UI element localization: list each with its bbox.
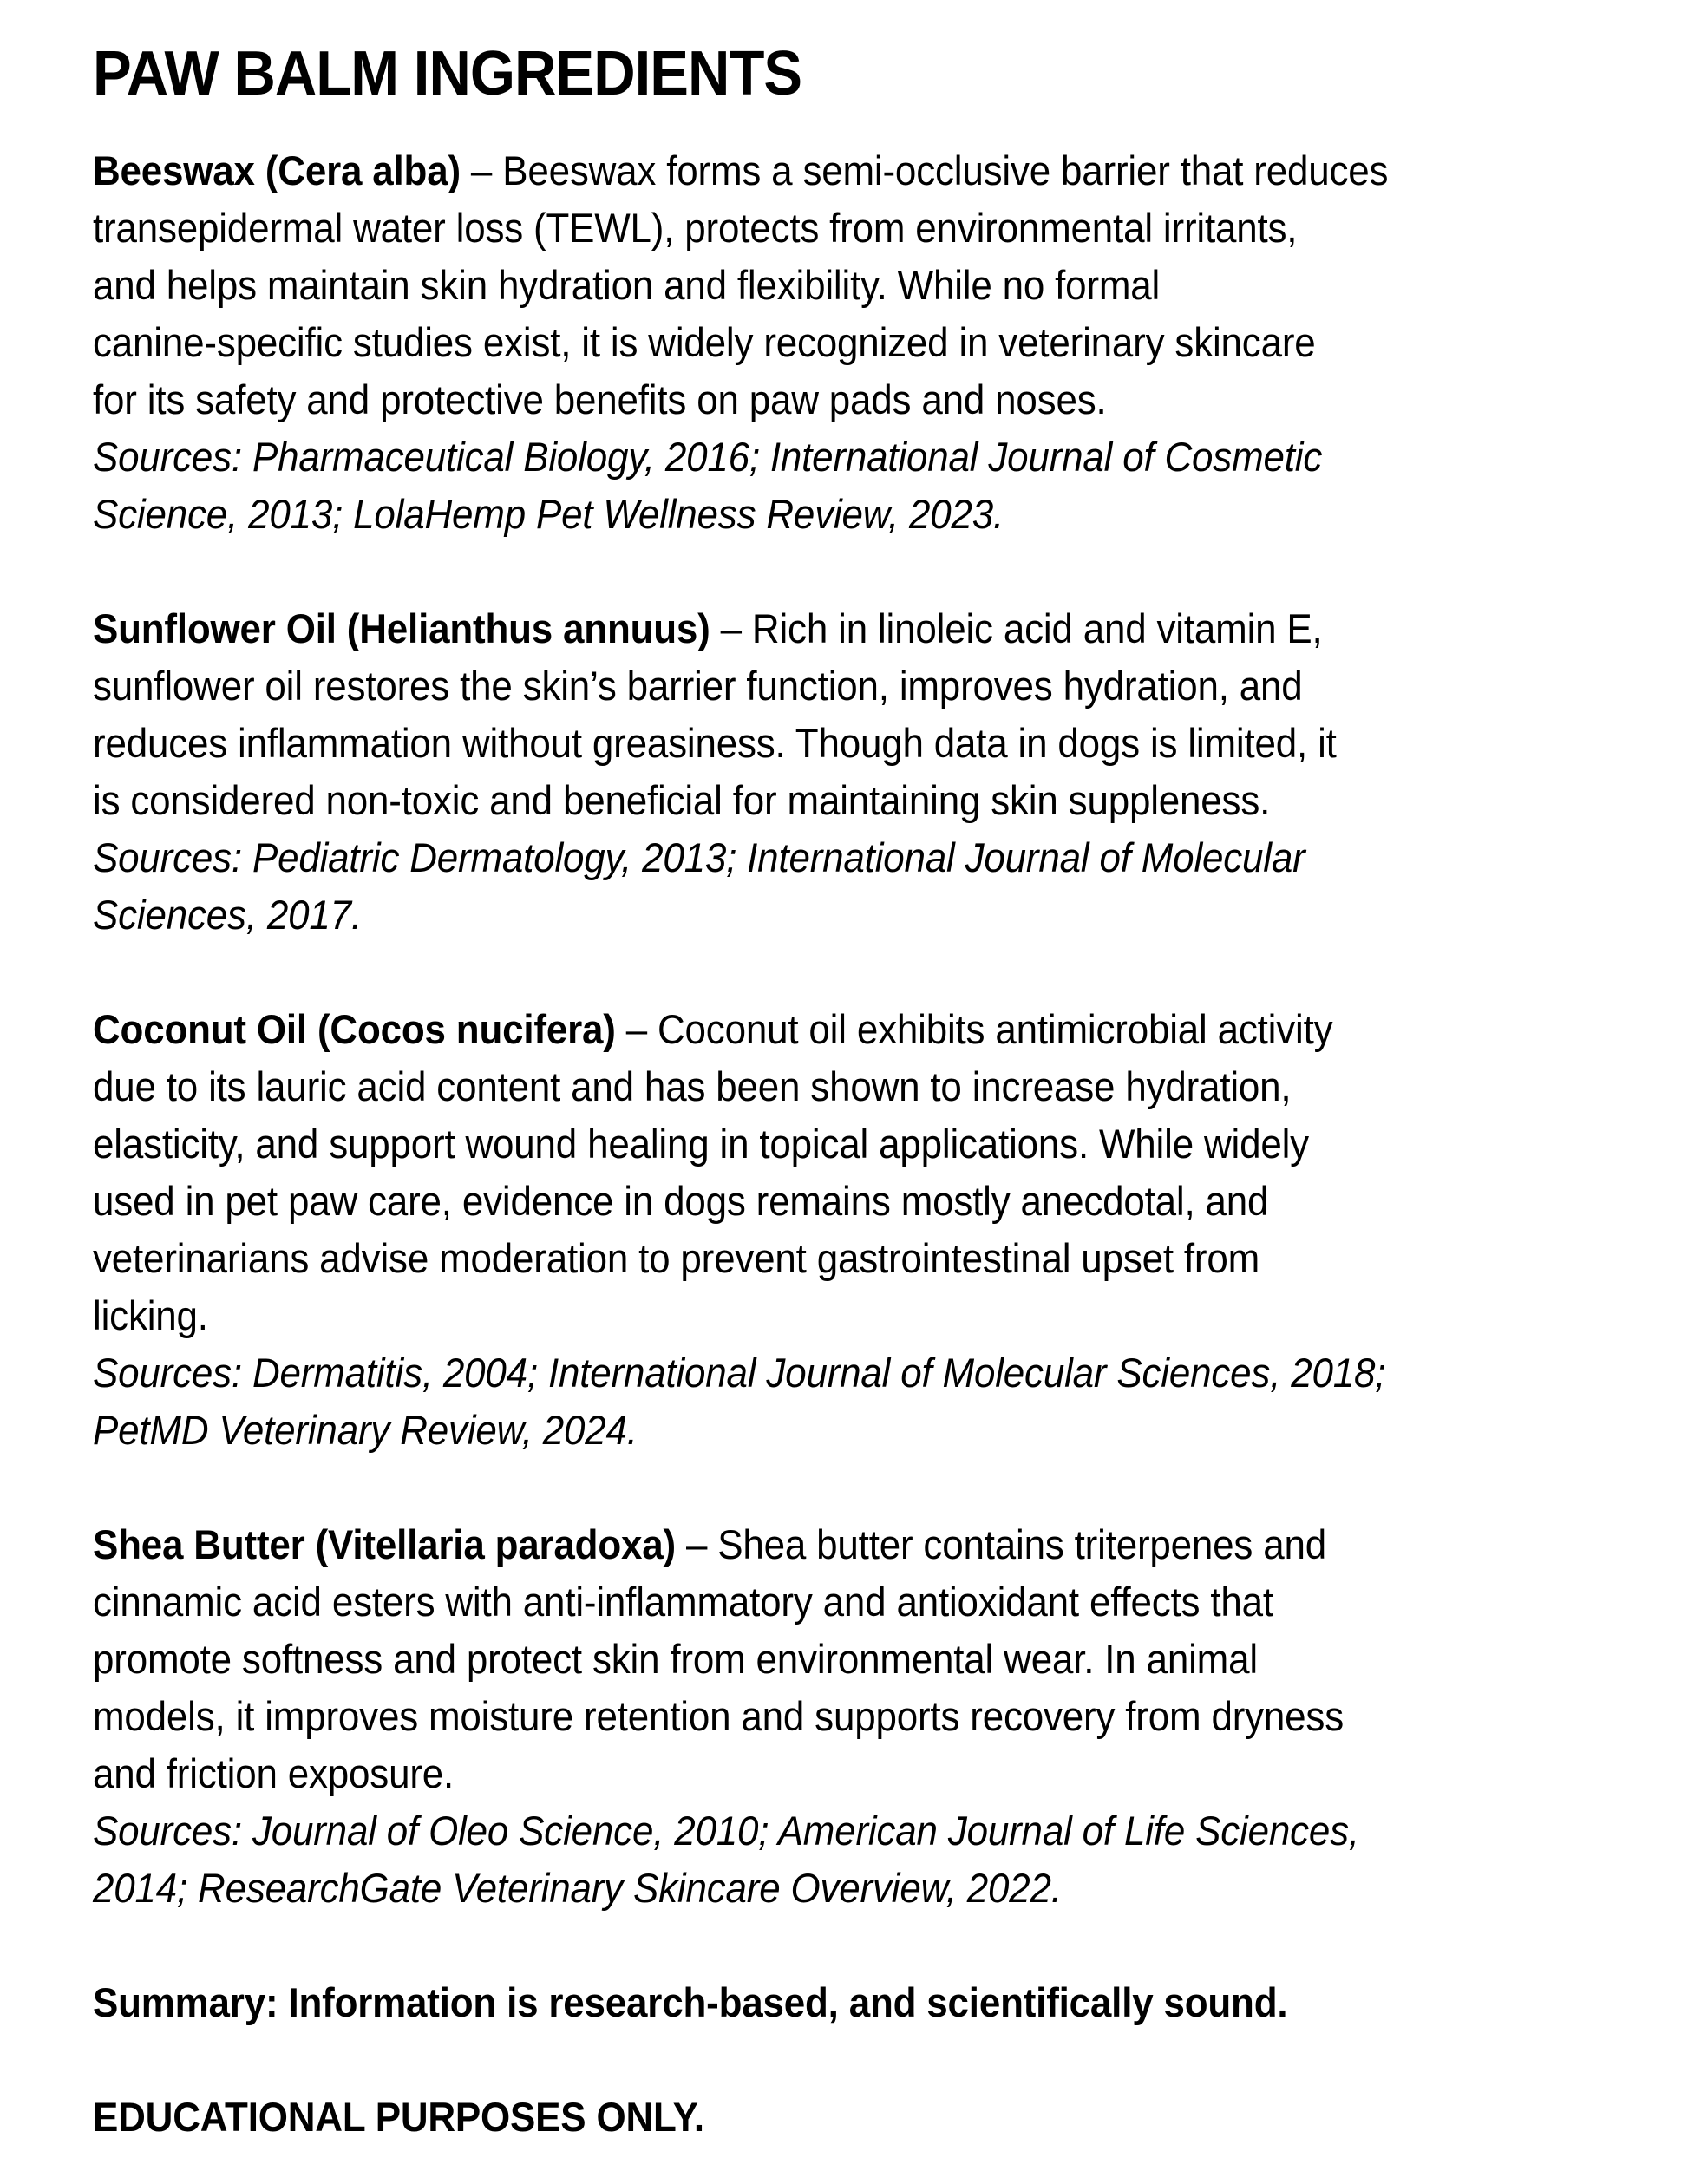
ingredient-description-line: elasticity, and support wound healing in topical applications. While widely	[93, 1121, 1309, 1167]
ingredient-sources-line: Sources: Journal of Oleo Science, 2010; American Journal of Life Sciences,	[93, 1808, 1359, 1854]
paragraph-spacer	[93, 543, 1634, 600]
ingredient-description-line: sunflower oil restores the skin’s barrier function, improves hydration, and	[93, 663, 1303, 709]
ingredient-sources-line: Sources: Pediatric Dermatology, 2013; International Journal of Molecular	[93, 834, 1305, 880]
ingredient-shea-butter	[93, 1516, 1688, 1917]
ingredient-description-line: veterinarians advise moderation to prevent gastrointestinal upset from	[93, 1235, 1260, 1281]
ingredient-separator: –	[710, 605, 752, 651]
ingredient-first-line	[93, 1516, 1634, 1573]
paragraph-spacer	[93, 1459, 1634, 1516]
summary-statement: Summary: Information is research-based, and scientifically sound.	[93, 1979, 1288, 2025]
ingredient-description-line: models, it improves moisture retention and supports recovery from dryness	[93, 1693, 1345, 1739]
ingredient-description-line: is considered non-toxic and beneficial for maintaining skin suppleness.	[93, 777, 1271, 823]
ingredient-description-line: canine-specific studies exist, it is widely recognized in veterinary skincare	[93, 319, 1316, 365]
ingredient-sources-line: Science, 2013; LolaHemp Pet Wellness Review, 2023.	[93, 491, 1004, 537]
ingredient-separator: –	[615, 1006, 658, 1052]
ingredient-sources-line: Sources: Dermatitis, 2004; International Journal of Molecular Sciences, 2018;	[93, 1350, 1386, 1396]
ingredient-sources-line: 2014; ResearchGate Veterinary Skincare Overview, 2022.	[93, 1865, 1062, 1911]
document-body	[93, 142, 1688, 2146]
ingredient-description: Shea butter contains triterpenes and	[717, 1521, 1326, 1567]
ingredient-description-line: and friction exposure.	[93, 1750, 455, 1796]
ingredient-name: Shea Butter (Vitellaria paradoxa)	[93, 1521, 676, 1567]
ingredient-description: Beeswax forms a semi-occlusive barrier that reduces	[502, 147, 1389, 193]
ingredient-coconut-oil	[93, 1001, 1688, 1459]
ingredient-description: Coconut oil exhibits antimicrobial activity	[658, 1006, 1333, 1052]
paragraph-spacer	[93, 1917, 1634, 1974]
page-title: PAW BALM INGREDIENTS	[93, 39, 802, 108]
ingredient-description-line: promote softness and protect skin from environmental wear. In animal	[93, 1636, 1258, 1682]
ingredient-description-line: licking.	[93, 1292, 208, 1338]
ingredient-separator: –	[675, 1521, 718, 1567]
ingredient-description-line: cinnamic acid esters with anti-inflammatory and antioxidant effects that	[93, 1579, 1273, 1625]
ingredient-first-line	[93, 142, 1634, 199]
disclaimer: EDUCATIONAL PURPOSES ONLY.	[93, 2094, 704, 2140]
ingredient-description-line: used in pet paw care, evidence in dogs remains mostly anecdotal, and	[93, 1178, 1269, 1224]
ingredient-first-line	[93, 1001, 1634, 1058]
ingredient-description-line: due to its lauric acid content and has been shown to increase hydration,	[93, 1063, 1292, 1109]
ingredient-description-line: reduces inflammation without greasiness. Though data in dogs is limited, it	[93, 720, 1337, 766]
ingredient-beeswax	[93, 142, 1688, 543]
ingredient-description-line: transepidermal water loss (TEWL), protects from environmental irritants,	[93, 205, 1298, 251]
ingredient-name: Sunflower Oil (Helianthus annuus)	[93, 605, 710, 651]
ingredient-sunflower-oil	[93, 600, 1688, 944]
ingredient-description-line: and helps maintain skin hydration and flexibility. While no formal	[93, 262, 1161, 308]
paragraph-spacer	[93, 944, 1634, 1001]
paragraph-spacer	[93, 2031, 1634, 2089]
ingredient-separator: –	[460, 147, 503, 193]
ingredient-name: Coconut Oil (Cocos nucifera)	[93, 1006, 616, 1052]
ingredient-sources-line: PetMD Veterinary Review, 2024.	[93, 1407, 638, 1453]
ingredient-description-line: for its safety and protective benefits on paw pads and noses.	[93, 376, 1107, 422]
ingredient-name: Beeswax (Cera alba)	[93, 147, 461, 193]
ingredient-sources-line: Sciences, 2017.	[93, 892, 362, 938]
ingredient-description: Rich in linoleic acid and vitamin E,	[751, 605, 1323, 651]
ingredient-first-line	[93, 600, 1634, 657]
ingredient-sources-line: Sources: Pharmaceutical Biology, 2016; International Journal of Cosmetic	[93, 434, 1323, 480]
